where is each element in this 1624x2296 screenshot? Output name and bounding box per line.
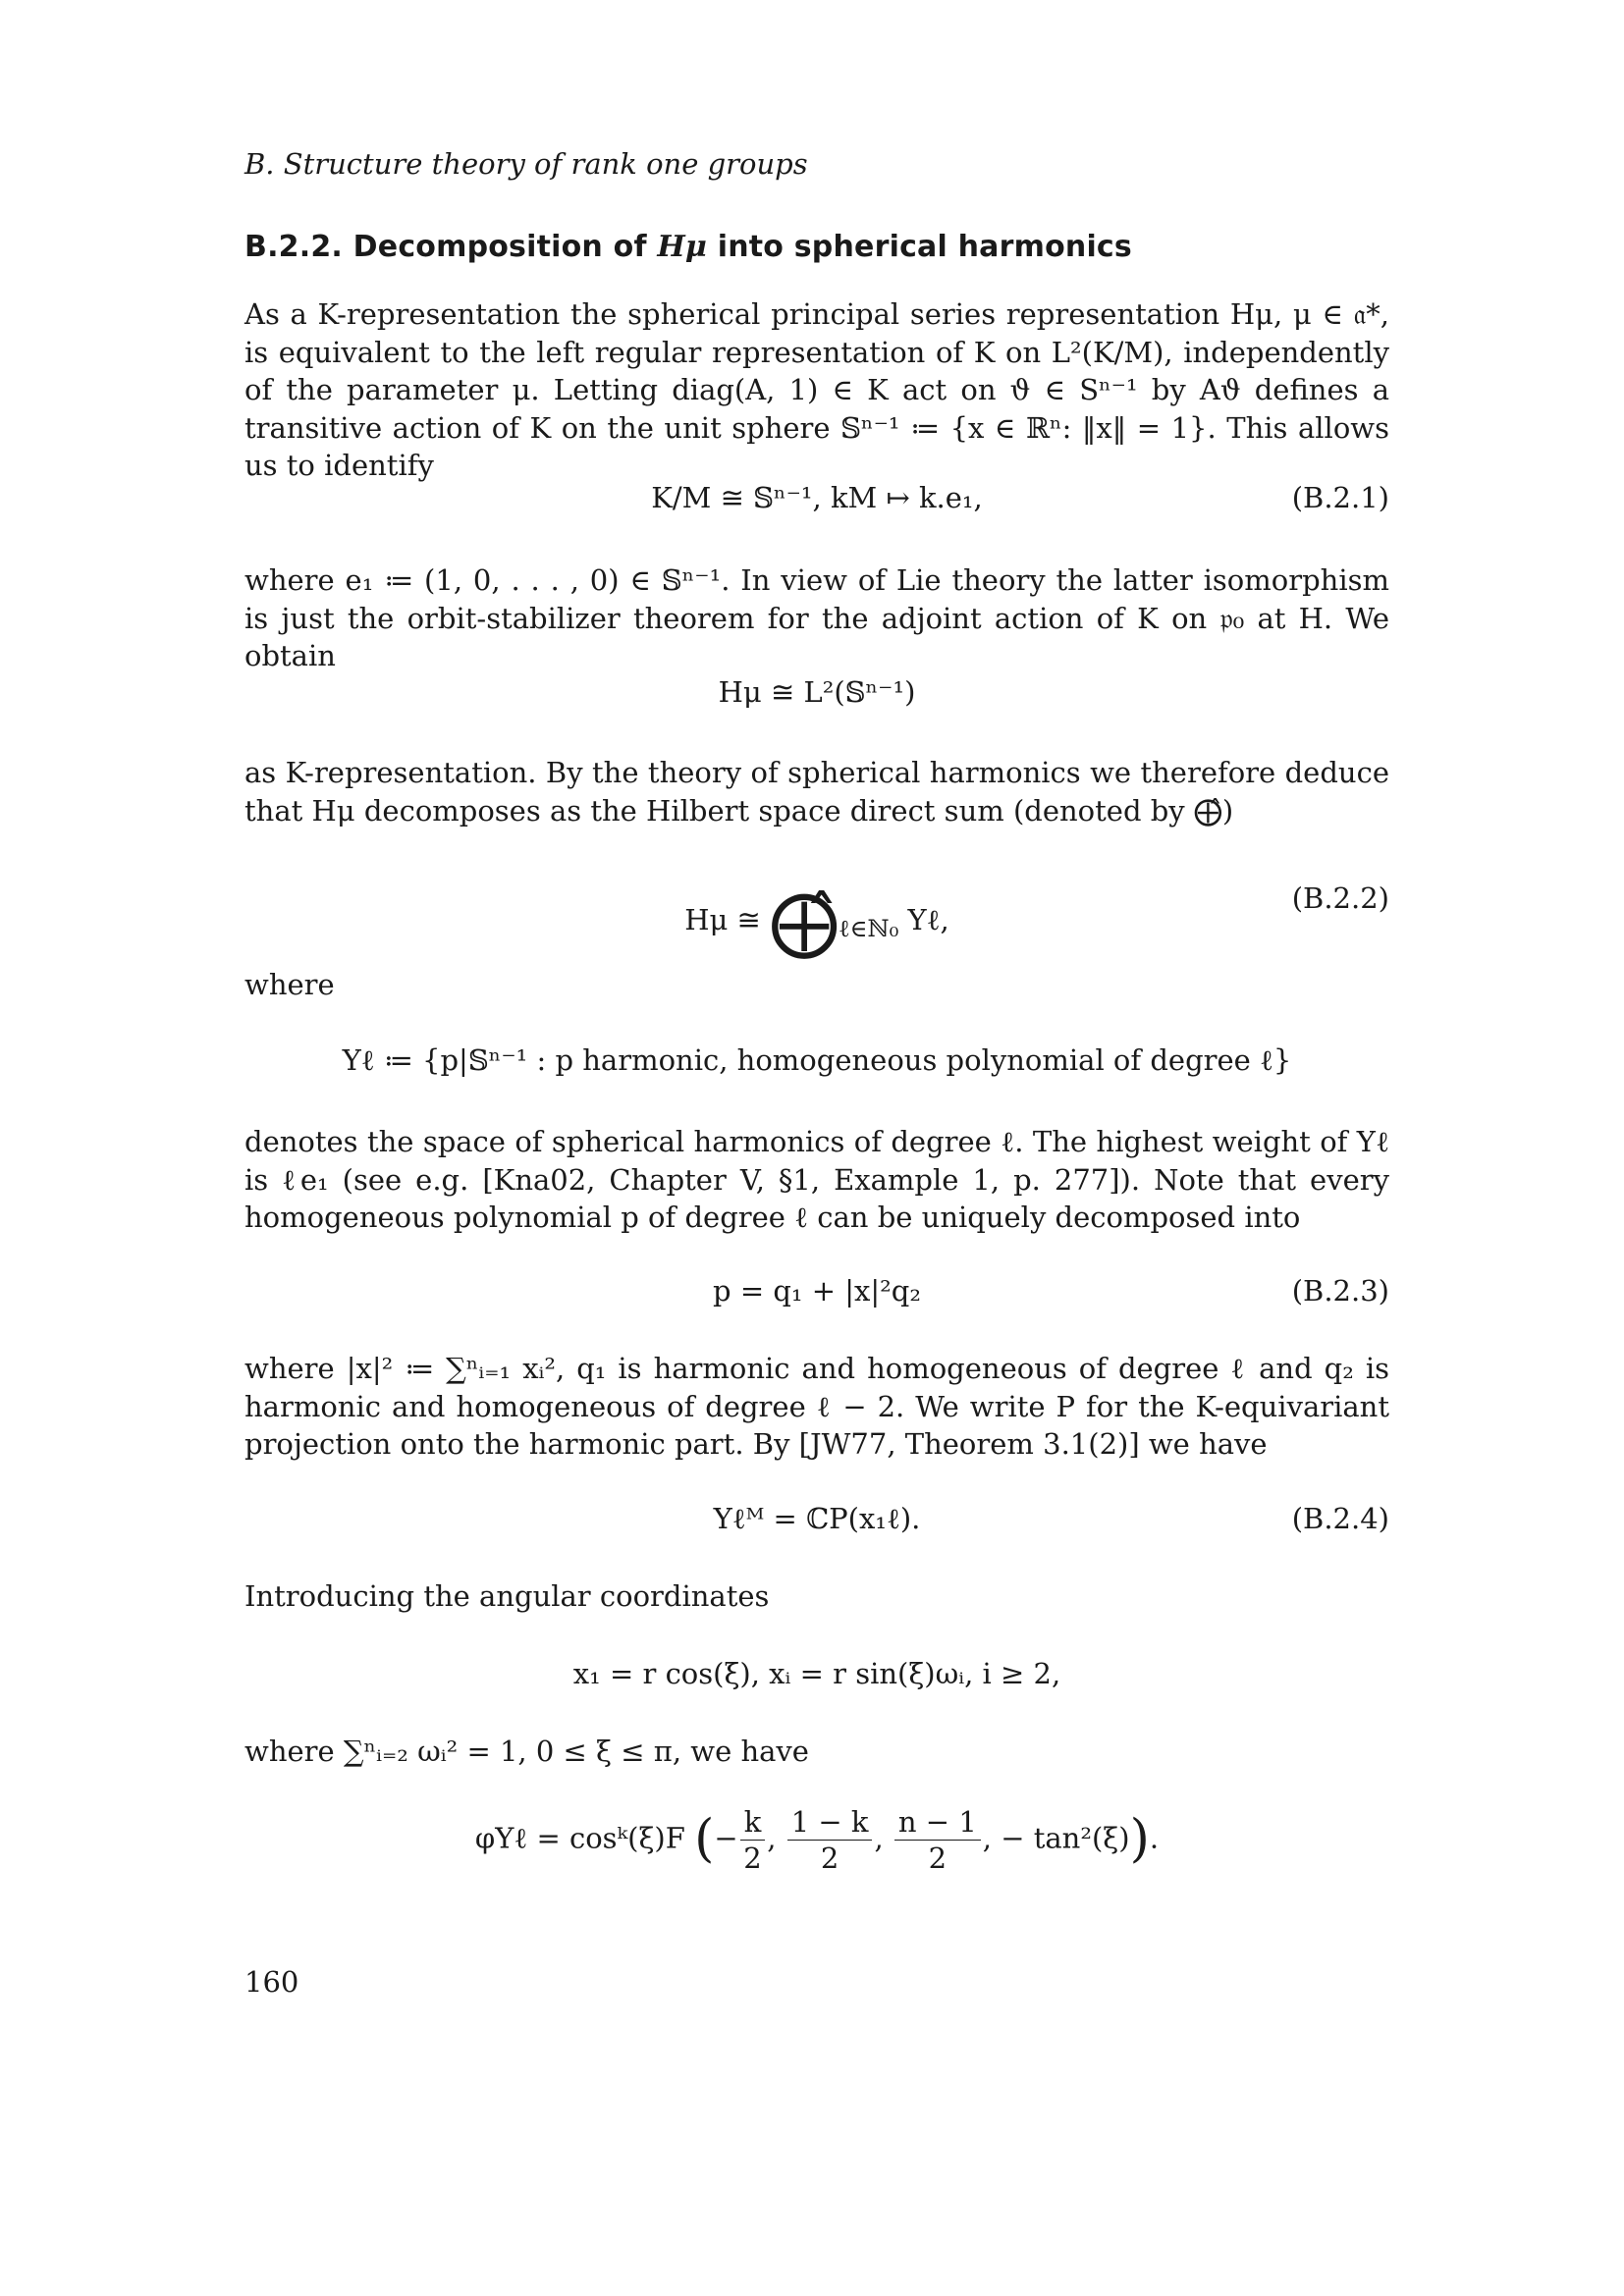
right-paren: ) — [1129, 1809, 1150, 1869]
equation-label: (B.2.2) — [1291, 881, 1389, 915]
equation-lhs: Hμ ≅ — [684, 903, 761, 936]
equation-body: p = q₁ + |x|²q₂ — [713, 1274, 921, 1308]
section-number: B.2.2. — [244, 230, 344, 264]
paragraph-4: where — [244, 968, 335, 1001]
equation-label: (B.2.4) — [1291, 1502, 1389, 1535]
paragraph-2: where e₁ ≔ (1, 0, . . . , 0) ∈ 𝕊ⁿ⁻¹. In view of Lie theory the latter isomorphism is just the orbit-stabilizer theorem for the adjoint action of K on 𝔭₀ at H. We obtain — [244, 563, 1389, 672]
equation-body: x₁ = r cos(ξ), xᵢ = r sin(ξ)ωᵢ, i ≥ 2, — [572, 1657, 1061, 1690]
equation-spherical-function — [244, 1804, 1389, 1883]
equation-b-2-3 — [244, 1274, 1389, 1313]
paragraph-7: Introducing the angular coordinates — [244, 1579, 770, 1613]
equation-y-ell-def — [244, 1043, 1389, 1083]
section-title-post: into spherical harmonics — [717, 230, 1132, 264]
equation-tail: − tan²(ξ) — [1001, 1821, 1130, 1855]
equation-lhs: φYℓ = cosᵏ(ξ)F — [474, 1821, 685, 1855]
equation-label: (B.2.3) — [1291, 1274, 1389, 1308]
running-head: B. Structure theory of rank one groups — [244, 147, 808, 181]
fraction-3: $\frac{n - 1}{2}$ — [894, 1804, 981, 1876]
equation-rhs: Yℓ, — [907, 903, 949, 936]
paragraph-8: where ∑ⁿᵢ₌₂ ωᵢ² = 1, 0 ≤ ξ ≤ π, we have — [244, 1735, 809, 1768]
equation-b-2-4 — [244, 1502, 1389, 1541]
direct-sum-index: ℓ∈ℕ₀ — [839, 914, 899, 942]
equation-body: Yℓ ≔ {p|𝕊ⁿ⁻¹ : p harmonic, homogeneous polynomial of degree ℓ} — [342, 1043, 1292, 1077]
section-title-symbol: Hμ — [657, 230, 708, 264]
fraction-2: $\frac{1 - k}{2}$ — [787, 1804, 873, 1876]
equation-b-2-2 — [244, 881, 1389, 962]
fraction-1: $\frac{k}{2}$ — [740, 1804, 766, 1876]
equation-body: Hμ ≅ L²(𝕊ⁿ⁻¹) — [718, 675, 916, 709]
page-number: 160 — [244, 1965, 299, 1999]
equation-body — [244, 881, 1389, 962]
equation-body: K/M ≅ 𝕊ⁿ⁻¹, kM ↦ k.e₁, — [651, 481, 983, 514]
equation-angular-coordinates — [244, 1657, 1389, 1696]
section-title — [244, 230, 1132, 264]
paragraph-1: As a K-representation the spherical principal series representation Hμ, μ ∈ 𝔞*, is equivalent to the left regular representation of K on L²(K/M), independently of the parameter μ. Letting diag(A, 1) ∈ K act on ϑ ∈ Sⁿ⁻¹ by Aϑ defines a transitive action of K on the unit sphere 𝕊ⁿ⁻¹ ≔ {x ∈ ℝⁿ: ‖x‖ = 1}. This allows us to identify — [244, 297, 1389, 482]
left-paren: ( — [694, 1809, 715, 1869]
paragraph-5: denotes the space of spherical harmonics of degree ℓ. The highest weight of Yℓ is ℓe₁ (see e.g. [Kna02, Chapter V, §1, Example 1, p. 277]). Note that every homogeneous polynomial p of degree ℓ can be uniquely decomposed into — [244, 1125, 1389, 1234]
paragraph-6: where |x|² ≔ ∑ⁿᵢ₌₁ xᵢ², q₁ is harmonic and homogeneous of degree ℓ and q₂ is harmonic and homogeneous of degree ℓ − 2. We write P for the K-equivariant projection onto the harmonic part. By [JW77, Theorem 3.1(2)] we have — [244, 1352, 1389, 1461]
equation-label: (B.2.1) — [1291, 481, 1389, 514]
equation-h-mu-iso — [244, 675, 1389, 715]
equation-b-2-1 — [244, 481, 1389, 520]
equation-body: Yℓᴹ = ℂP(x₁ℓ). — [713, 1502, 921, 1535]
equation-body: φYℓ = cosᵏ(ξ)F (− $\frac{k}{2}$ , $\frac{1 - k}{2}$ , $\frac{n - 1}{2}$ , − tan²(ξ)). — [474, 1805, 1160, 1875]
paragraph-3: as K-representation. By the theory of spherical harmonics we therefore deduce that Hμ decomposes as the Hilbert space direct sum (denoted by ⨁̂) — [244, 756, 1389, 828]
section-title-pre: Decomposition of — [352, 230, 647, 264]
direct-sum-symbol: ⨁̂ — [770, 881, 839, 962]
